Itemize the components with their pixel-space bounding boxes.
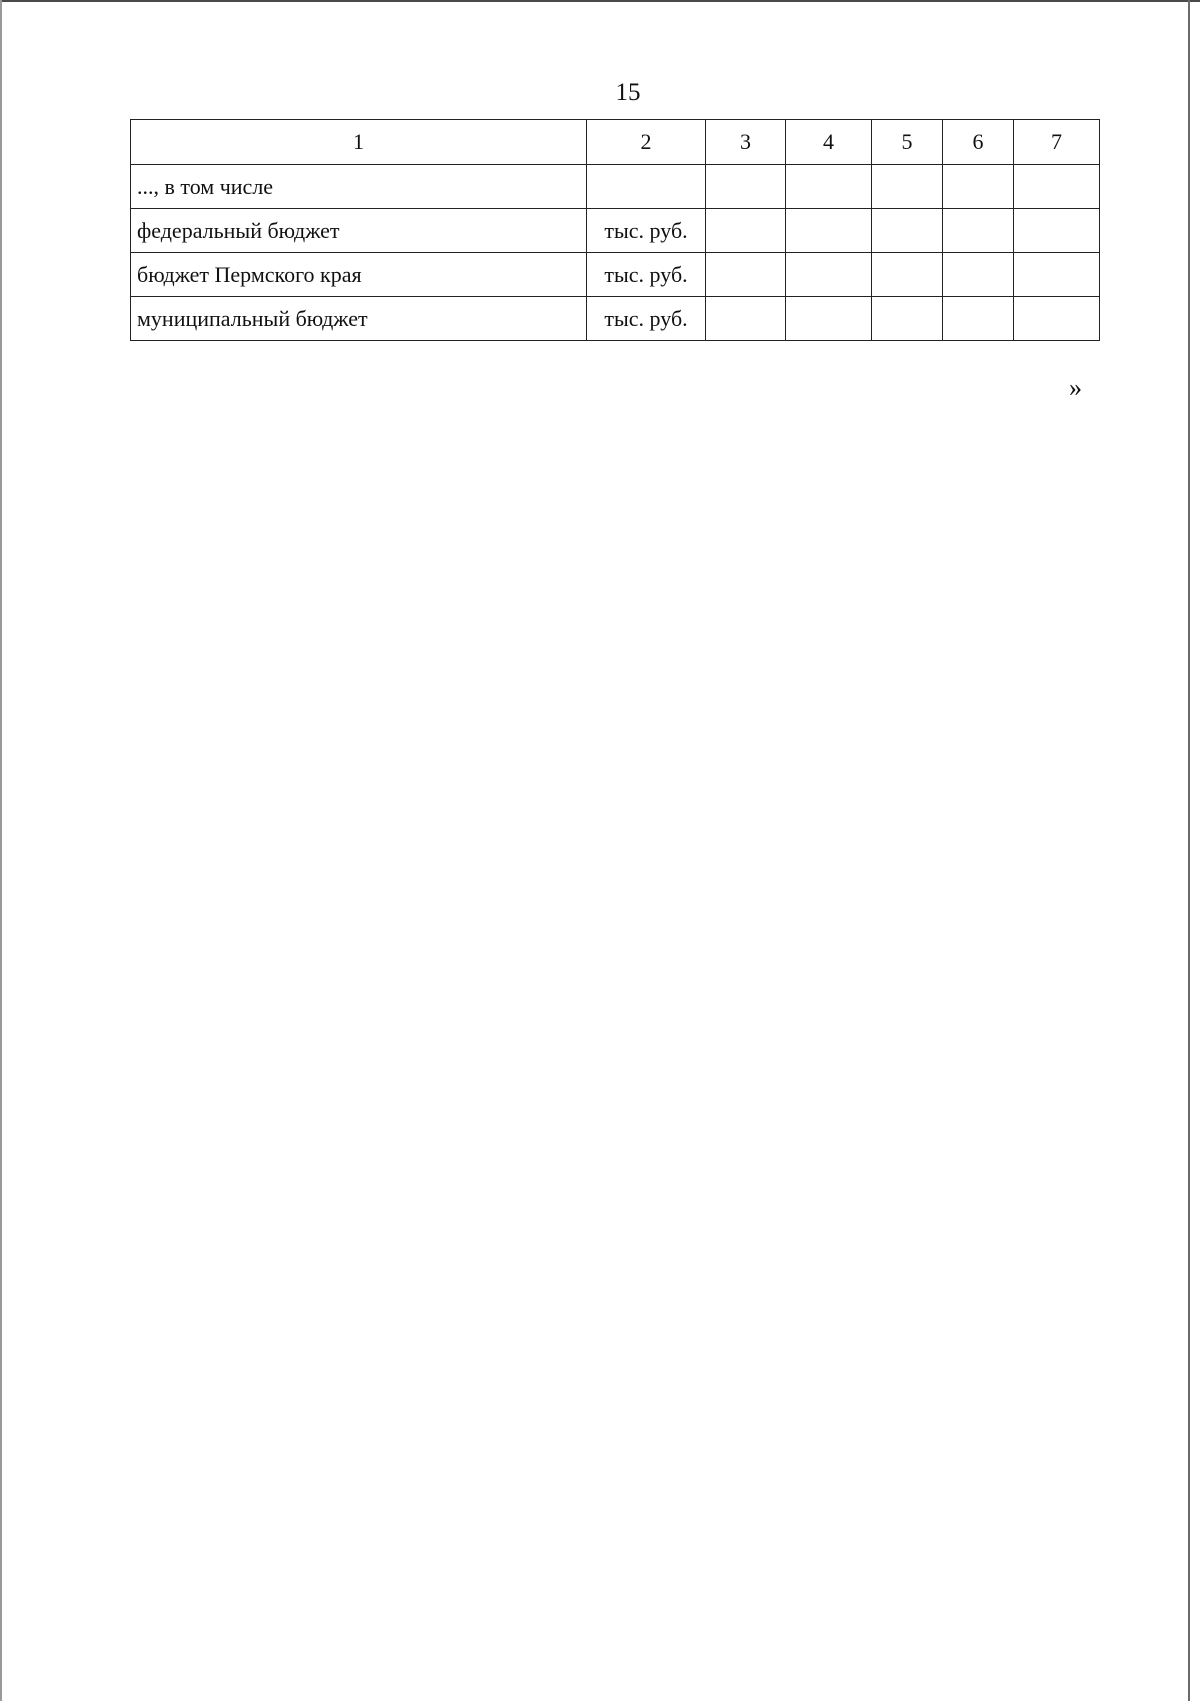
table-row — [131, 297, 1100, 341]
table-cell — [706, 209, 786, 253]
row-unit: тыс. руб. — [587, 209, 706, 253]
column-header: 1 — [131, 120, 587, 165]
table-cell — [706, 165, 786, 209]
table-row — [131, 165, 1100, 209]
table-cell — [786, 253, 872, 297]
table-cell — [1014, 209, 1100, 253]
column-header: 5 — [872, 120, 943, 165]
table-cell — [872, 297, 943, 341]
scan-edge-left — [0, 0, 2, 1701]
table-cell — [1014, 165, 1100, 209]
column-header: 4 — [786, 120, 872, 165]
table-row — [131, 253, 1100, 297]
row-label: ..., в том числе — [131, 165, 587, 209]
table-cell — [1014, 297, 1100, 341]
table-cell — [786, 209, 872, 253]
row-unit — [587, 165, 706, 209]
table-cell — [943, 253, 1014, 297]
table-cell — [872, 253, 943, 297]
table-cell — [1014, 253, 1100, 297]
table-cell — [872, 165, 943, 209]
table-row — [131, 209, 1100, 253]
scan-edge-right — [1188, 0, 1190, 1701]
column-header: 6 — [943, 120, 1014, 165]
table-cell — [706, 297, 786, 341]
column-header: 2 — [587, 120, 706, 165]
row-unit: тыс. руб. — [587, 253, 706, 297]
table-cell — [943, 165, 1014, 209]
table-header-row — [131, 120, 1100, 165]
table-cell — [943, 209, 1014, 253]
scan-edge-top — [0, 0, 1200, 2]
column-header: 3 — [706, 120, 786, 165]
table-cell — [786, 165, 872, 209]
table-cell — [706, 253, 786, 297]
row-label: муниципальный бюджет — [131, 297, 587, 341]
row-label: бюджет Пермского края — [131, 253, 587, 297]
budget-table — [130, 119, 1100, 341]
table-cell — [943, 297, 1014, 341]
closing-quote-mark: » — [1069, 373, 1082, 402]
row-unit: тыс. руб. — [587, 297, 706, 341]
table-cell — [786, 297, 872, 341]
table-cell — [872, 209, 943, 253]
column-header: 7 — [1014, 120, 1100, 165]
page-number: 15 — [615, 79, 641, 106]
row-label: федеральный бюджет — [131, 209, 587, 253]
